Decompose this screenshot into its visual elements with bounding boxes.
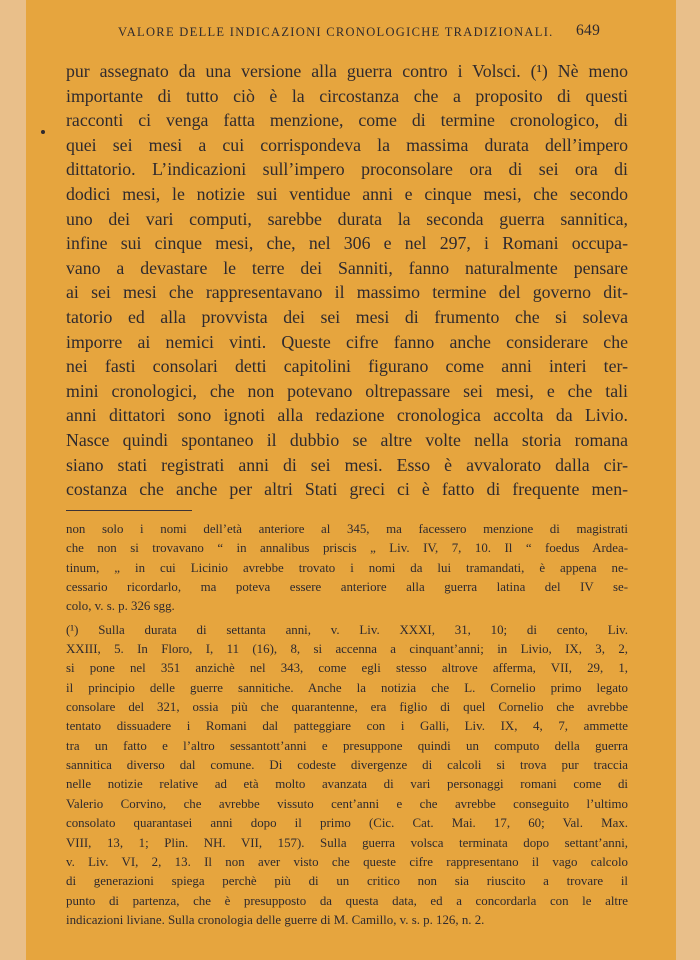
body-line: dodici mesi, le notizie sui ventidue anni e cinque mesi, che secondo: [66, 183, 628, 204]
body-line: pur assegnato da una versione alla guerra contro i Volsci. (¹) Nè meno: [66, 61, 628, 81]
footnotes: [66, 520, 628, 930]
body-line: siano stati registrati anni di sei mesi. Esso è avvalorato dalla cir-: [66, 454, 628, 475]
footnote-line: nelle notizie relative ad età molto avanzata di vari personaggi romani come di: [66, 777, 628, 792]
body-line: anni dittatori sono ignoti alla redazione cronologica accolta da Livio.: [66, 405, 628, 426]
footnote-line: non solo i nomi dell’età anteriore al 345, ma facessero menzione di magistrati: [66, 522, 628, 536]
body-line: imporre ai nemici vinti. Queste cifre fanno anche considerare che: [66, 331, 628, 352]
book-page: [26, 0, 676, 960]
margin-mark: [41, 130, 45, 134]
footnote-separator: [66, 510, 192, 511]
footnote-continued: [66, 520, 628, 617]
body-line: mini cronologici, che non potevano oltrepassare sei mesi, e che tali: [66, 380, 628, 401]
footnote-line: VIII, 13, 1; Plin. NH. VII, 157). Sulla guerra volsca terminata dopo settant’anni,: [66, 835, 628, 850]
body-line: tatorio ed alla provvista dei sei mesi di frumento che si soleva: [66, 306, 628, 327]
page-header: [26, 22, 676, 46]
footnote-line: v. Liv. VI, 2, 13. Il non aver visto che queste cifre rappresentano il vago calcolo: [66, 854, 628, 869]
footnote-line: colo, v. s. p. 326 sgg.: [66, 599, 175, 614]
footnote-line: tra un fatto e l’altro sessantott’anni e presuppone quindi un computo della guerra: [66, 738, 628, 753]
footnote-line: consolato quarantasei anni dopo il primo (Cic. Cat. Mai. 17, 60; Val. Max.: [66, 816, 628, 831]
body-line: vano a devastare le terre dei Sanniti, fanno naturalmente pensare: [66, 257, 628, 278]
footnote-line: indicazioni liviane. Sulla cronologia delle guerre di M. Camillo, v. s. p. 126, n. 2.: [66, 912, 485, 927]
body-line: quei sei mesi a cui corrispondeva la massima durata dell’impero: [66, 134, 628, 155]
body-line: racconti ci venga fatta menzione, come di termine cronologico, di: [66, 110, 628, 131]
body-line: nei fasti consolari detti capitolini figurano come anni interi ter-: [66, 356, 628, 377]
running-title: VALORE DELLE INDICAZIONI CRONOLOGICHE TRADIZIONALI.: [118, 25, 554, 39]
body-line: costanza che anche per altri Stati greci ci è fatto di frequente men-: [66, 479, 628, 500]
footnote-line: il principio delle guerre sannitiche. Anche la notizia che L. Cornelio primo legato: [66, 680, 628, 695]
body-line: infine sui cinque mesi, che, nel 306 e nel 297, i Romani occupa-: [66, 233, 628, 254]
footnote-line: cessario ricordarlo, ma poteva essere anteriore alla guerra latina del IV se-: [66, 580, 628, 595]
body-line: importante di tutto ciò è la circostanza che a proposito di questi: [66, 85, 628, 106]
footnote-line: si pone nel 351 anzichè nel 343, come egli stesso altrove afferma, VII, 29, 1,: [66, 661, 628, 676]
footnote-line: che non si trovavano “ in annalibus priscis „ Liv. IV, 7, 10. Il “ foedus Ardea-: [66, 541, 628, 556]
footnote-line: tinum, „ in cui Licinio avrebbe trovato i nomi da lui tramandati, è appena ne-: [66, 560, 628, 575]
page-number: 649: [576, 22, 601, 39]
footnote-line: di generazioni spiega perchè più di un critico non sia riuscito a trovare il: [66, 874, 628, 889]
body-text: [66, 59, 628, 502]
footnote-line: (¹) Sulla durata di settanta anni, v. Liv. XXXI, 31, 10; di cento, Liv.: [66, 622, 628, 637]
footnote-1: [66, 621, 628, 931]
footnote-line: tentato dissuadere i Romani dal patteggiare con i Galli, Liv. IX, 4, 7, ammette: [66, 719, 628, 734]
footnote-line: XXIII, 5. In Floro, I, 11 (16), 8, si accenna a cinquant’anni; in Livio, IX, 3, 2,: [66, 642, 628, 657]
footnote-line: consolare del 321, ossia più che quarantenne, era figlio di quel Cornelio che avrebbe: [66, 700, 628, 715]
footnote-line: Valerio Corvino, che avrebbe vissuto cent’anni e che avrebbe conseguito l’ultimo: [66, 796, 628, 811]
body-line: dittatorio. L’indicazioni sull’impero proconsolare ora di sei ora di: [66, 159, 628, 180]
footnote-line: sannitica diverso dal comune. Di codeste divergenze di calcoli si trova pur traccia: [66, 758, 628, 773]
body-line: Nasce quindi spontaneo il dubbio se altre volte nella storia romana: [66, 429, 628, 450]
footnote-line: punto di partenza, che è presupposto da questa data, ed a concordarla con le altre: [66, 893, 628, 908]
body-line: ai sei mesi che rappresentavano il massimo termine del governo dit-: [66, 282, 628, 303]
body-line: uno dei vari computi, sarebbe durata la seconda guerra sannitica,: [66, 208, 628, 229]
